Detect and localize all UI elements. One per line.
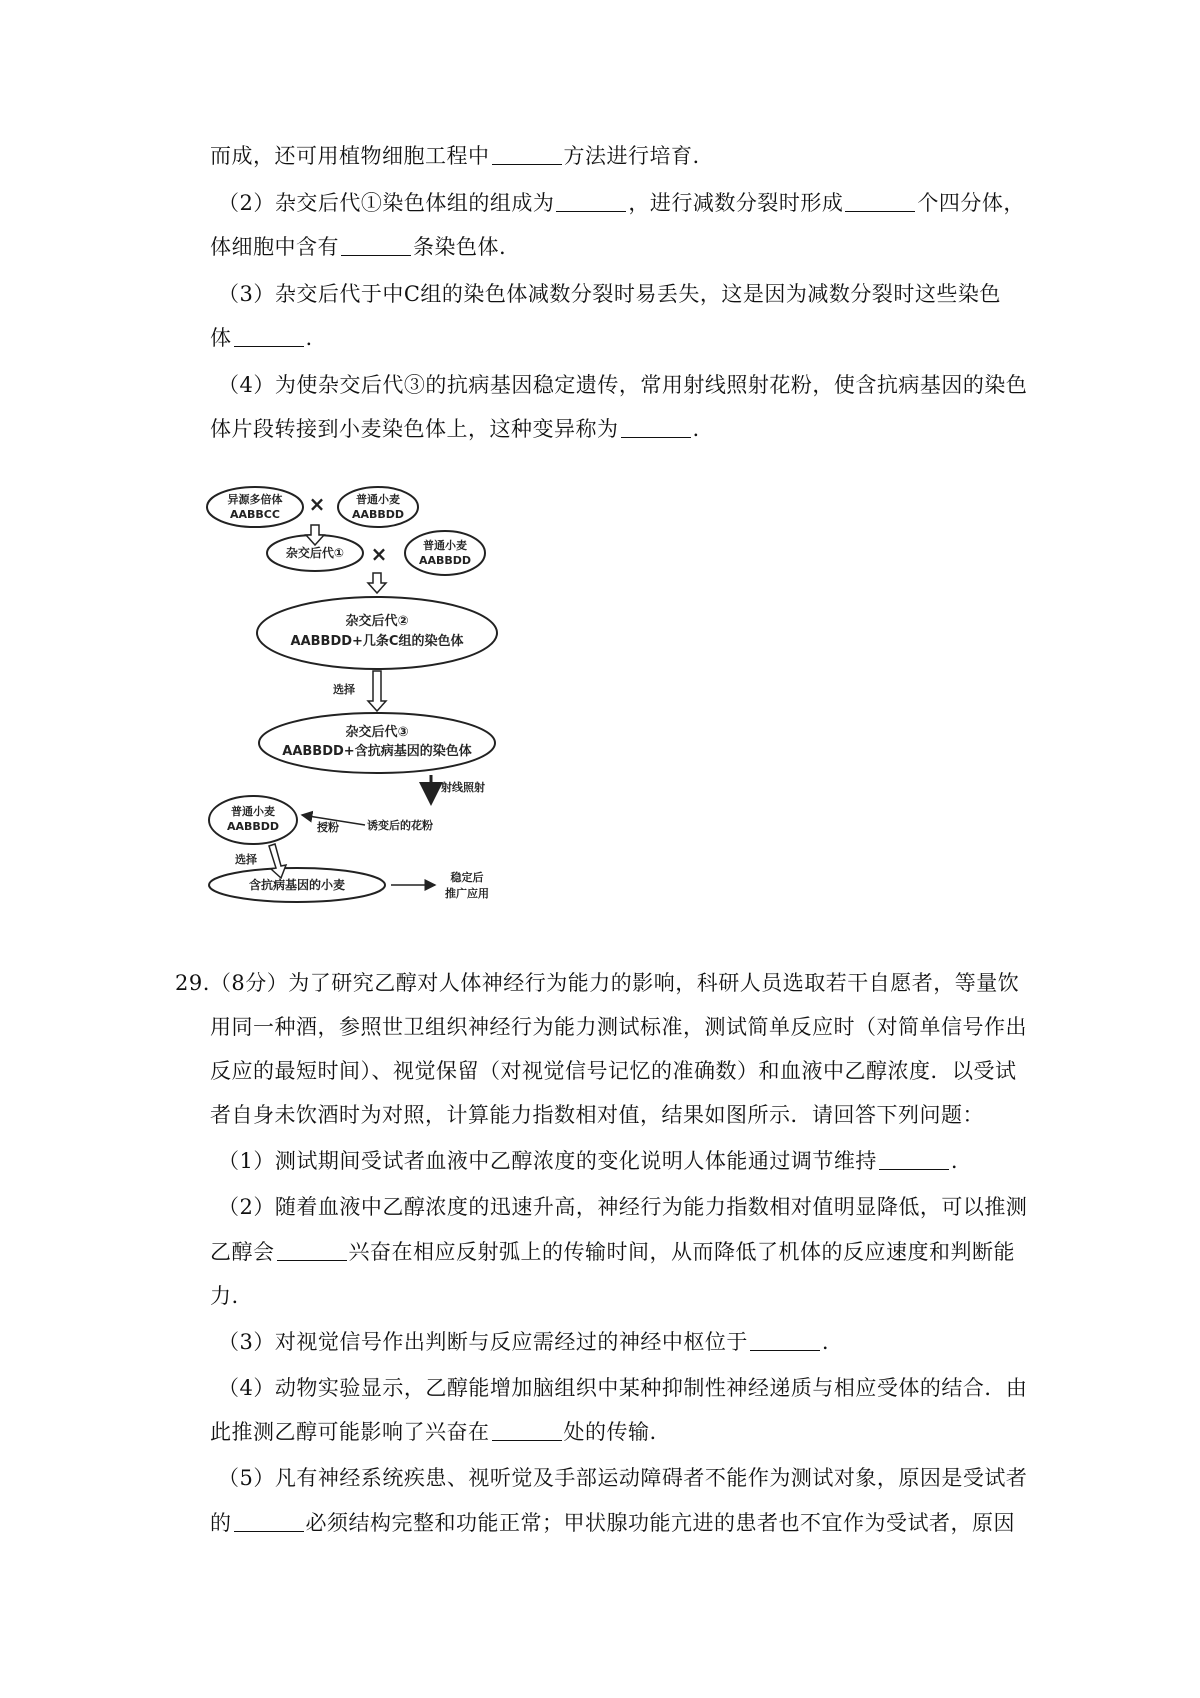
answer-blank[interactable]	[277, 1240, 347, 1261]
breeding-flow-diagram	[205, 485, 565, 945]
hollow-arrow-down	[306, 525, 324, 545]
label: 杂交后代③	[345, 725, 409, 740]
answer-blank[interactable]	[492, 144, 562, 165]
q28-part-2-cont: 体细胞中含有 条染色体.	[210, 235, 507, 259]
q28-part-4-cont: 体片段转接到小麦染色体上，这种变异称为 .	[210, 417, 700, 441]
q29-part-4: （4）动物实验显示，乙醇能增加脑组织中某种抑制性神经递质与相应受体的结合．由	[218, 1376, 1028, 1400]
q28-part-2: （2）杂交后代①染色体组的组成为 ，进行减数分裂时形成 个四分体，	[218, 191, 1025, 215]
label: AABBDD	[418, 554, 472, 567]
q29-part-1: （1）测试期间受试者血液中乙醇浓度的变化说明人体能通过调节维持 .	[218, 1149, 959, 1173]
label: 含抗病基因的小麦	[248, 878, 346, 892]
answer-blank[interactable]	[234, 326, 304, 347]
hollow-arrow-down	[368, 573, 386, 593]
answer-blank[interactable]	[341, 235, 411, 256]
label: AABBDD	[226, 820, 280, 833]
label: 诱变后的花粉	[367, 819, 433, 832]
q29-part-5-cont: 的 必须结构完整和功能正常；甲状腺功能亢进的患者也不宜作为受试者，原因	[210, 1511, 1015, 1535]
label: 选择	[333, 683, 355, 696]
answer-blank[interactable]	[556, 191, 626, 212]
q29-line-1: 29.（8分）为了研究乙醇对人体神经行为能力的影响，科研人员选取若干自愿者，等量饮	[175, 971, 1020, 995]
label: 普通小麦	[423, 539, 467, 552]
answer-blank[interactable]	[234, 1511, 304, 1532]
q28-part-3: （3）杂交后代于中C组的染色体减数分裂时易丢失，这是因为减数分裂时这些染色	[218, 282, 1001, 306]
q28-line-1: 而成，还可用植物细胞工程中 方法进行培育.	[210, 144, 700, 168]
q29-part-2: （2）随着血液中乙醇浓度的迅速升高，神经行为能力指数相对值明显降低，可以推测	[218, 1195, 1028, 1219]
label: 普通小麦	[231, 805, 275, 818]
q29-part-2-end: 力.	[210, 1284, 239, 1308]
label: AABBDD	[351, 508, 405, 521]
answer-blank[interactable]	[750, 1330, 820, 1351]
node-hybrid-2	[257, 597, 497, 669]
cross-symbol: ×	[308, 492, 326, 516]
q29-part-4-cont: 此推测乙醇可能影响了兴奋在 处的传输.	[210, 1420, 657, 1444]
q29-part-3: （3）对视觉信号作出判断与反应需经过的神经中枢位于 .	[218, 1330, 830, 1354]
q29-part-2-cont: 乙醇会 兴奋在相应反射弧上的传输时间，从而降低了机体的反应速度和判断能	[210, 1240, 1015, 1264]
hollow-arrow-down	[269, 844, 286, 878]
label: 授粉	[317, 821, 339, 834]
q29-line-3: 反应的最短时间）、视觉保留（对视觉信号记忆的准确数）和血液中乙醇浓度．以受试	[210, 1059, 1017, 1083]
q29-part-5: （5）凡有神经系统疾患、视听觉及手部运动障碍者不能作为测试对象，原因是受试者	[218, 1466, 1028, 1490]
label: 稳定后	[450, 871, 484, 884]
node-common-wheat-2	[405, 531, 485, 575]
label: AABBDD+几条C组的染色体	[290, 634, 464, 649]
q28-part-4: （4）为使杂交后代③的抗病基因稳定遗传，常用射线照射花粉，使含抗病基因的染色	[218, 373, 1028, 397]
label: 推广应用	[445, 887, 489, 900]
q29-line-4: 者自身未饮酒时为对照，计算能力指数相对值，结果如图所示．请回答下列问题：	[210, 1103, 984, 1127]
label: AABBDD+含抗病基因的染色体	[282, 744, 472, 759]
label: AABBCC	[230, 508, 280, 521]
node-hybrid-3	[259, 713, 495, 773]
q29-line-2: 用同一种酒，参照世卫组织神经行为能力测试标准，测试简单反应时（对简单信号作出	[210, 1015, 1027, 1039]
answer-blank[interactable]	[621, 417, 691, 438]
q28-part-3-cont: 体 .	[210, 326, 313, 350]
answer-blank[interactable]	[845, 191, 915, 212]
cross-symbol: ×	[370, 542, 388, 566]
hollow-arrow-down	[368, 671, 386, 711]
label: 射线照射	[441, 781, 485, 794]
label: 杂交后代①	[285, 546, 345, 560]
label: 普通小麦	[356, 493, 400, 506]
label: 选择	[235, 853, 257, 866]
answer-blank[interactable]	[492, 1420, 562, 1441]
label: 杂交后代②	[345, 614, 409, 629]
answer-blank[interactable]	[879, 1149, 949, 1170]
label: 异源多倍体	[227, 493, 283, 506]
